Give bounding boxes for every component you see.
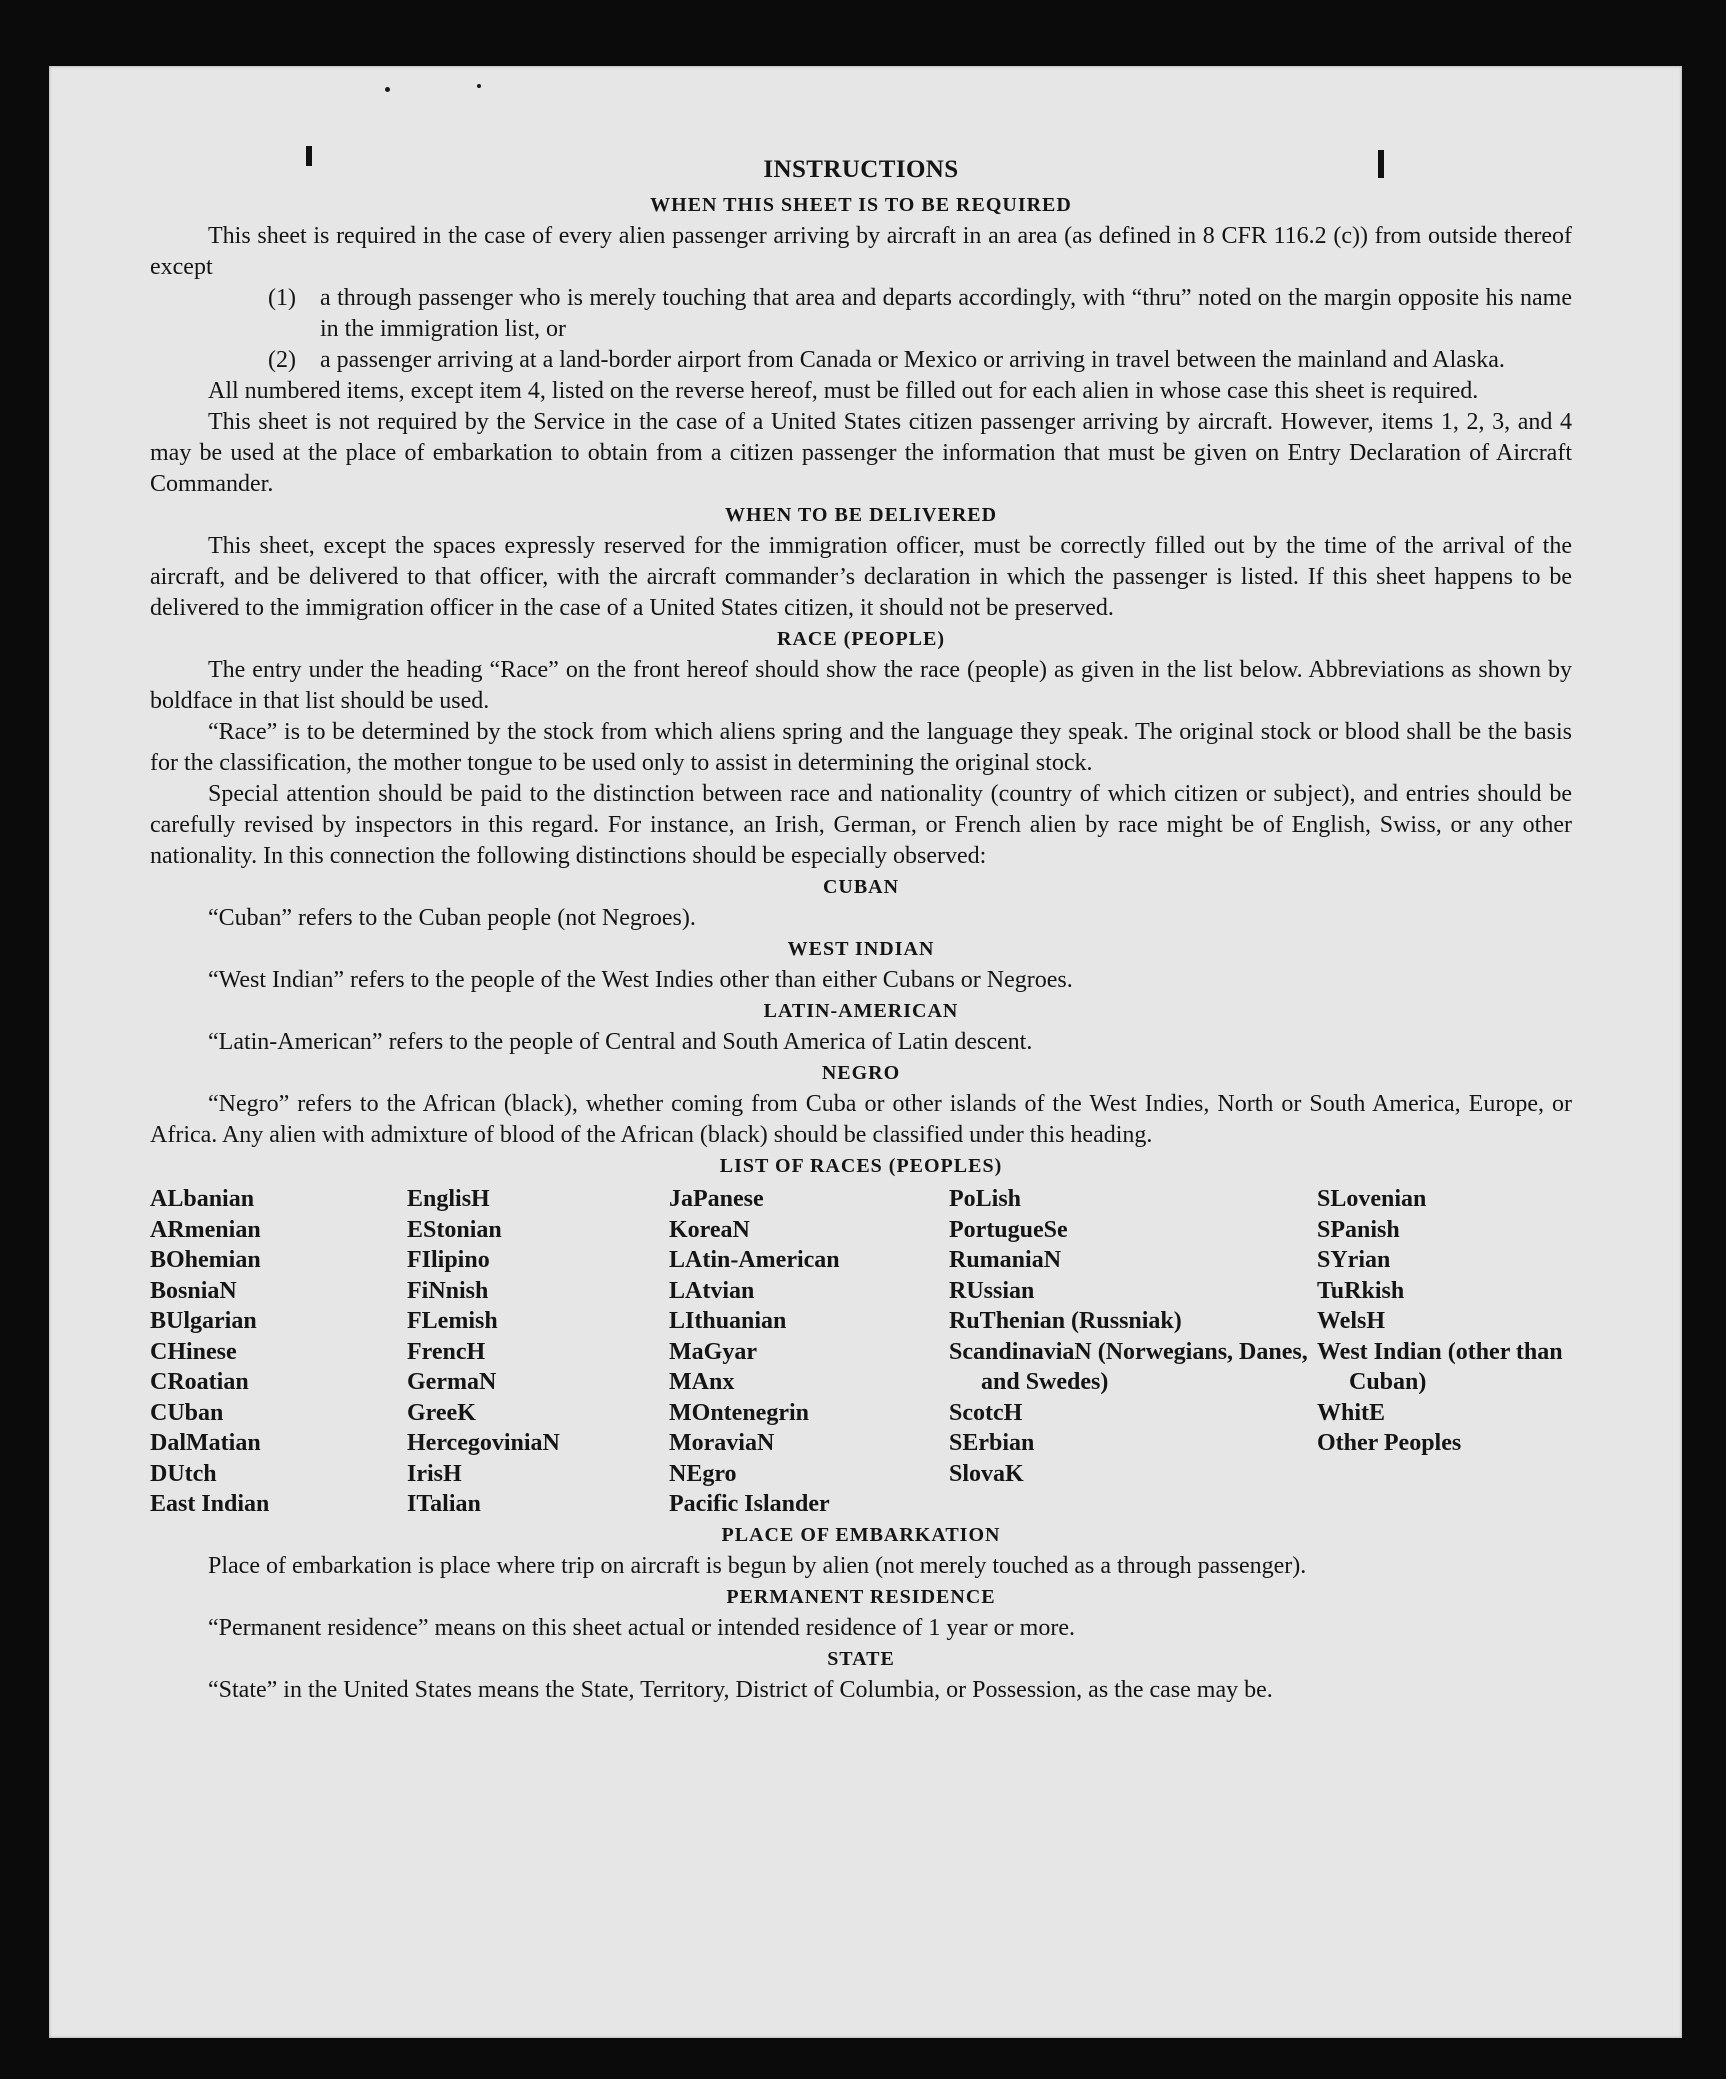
heading-race: RACE (PEOPLE) [777,628,945,650]
heading-when-delivered: WHEN TO BE DELIVERED [724,504,998,526]
races-column [669,1184,949,1520]
race-entry: IrisH [407,1460,462,1487]
race-entry: NEgro [669,1460,737,1487]
race-entry: CRoatian [150,1369,249,1395]
paragraph: “State” in the United States means the State, Territory, District of Columbia, or Possession, as the case may be. [208,1676,1273,1703]
race-entry: MoraviaN [669,1430,775,1456]
heading-list-of-races: LIST OF RACES (PEOPLES) [719,1155,1003,1177]
race-entry: BosniaN [150,1277,237,1304]
item-text: a passenger arriving at a land-border airport from Canada or Mexico or arriving in travel between the mainland and Alaska. [320,347,1505,373]
race-entry: DalMatian [150,1430,261,1456]
heading-place-of-embarkation: PLACE OF EMBARKATION [721,1523,1001,1546]
race-entry: FIlipino [407,1247,490,1273]
race-entry: SLovenian [1317,1186,1427,1212]
race-entry: FLemish [407,1308,498,1334]
races-column [407,1184,669,1520]
race-entry: DUtch [150,1460,217,1487]
instructions-content [150,150,1572,1706]
heading-permanent-residence: PERMANENT RESIDENCE [726,1585,996,1608]
heading-negro: NEGRO [821,1062,901,1084]
race-entry: ARmenian [150,1216,261,1243]
paragraph: “Negro” refers to the African (black), whether coming from Cuba or other islands of the West Indies, North or South America, Europe, or Africa. Any alien with admixture of blood of the African (black) should be classified under this heading. [150,1091,1572,1148]
paragraph: This sheet, except the spaces expressly reserved for the immigration officer, must be correctly filled out by the time of the arrival of the aircraft, and be delivered to that officer, with the aircraft commander’s declaration in which the passenger is listed. If this sheet happens to be delivered to the immigration officer in the case of a United States citizen, it should not be preserved. [150,533,1572,621]
heading-cuban: CUBAN [822,876,900,898]
list-item [268,345,1572,376]
race-entry: WelsH [1317,1308,1386,1334]
race-entry: FrencH [407,1338,486,1365]
race-entry: ALbanian [150,1186,255,1212]
race-entry: West Indian (other than Cuban) [1317,1338,1563,1395]
document-sheet [49,66,1682,2038]
paragraph: “Race” is to be determined by the stock from which aliens spring and the language they speak. The original stock or blood shall be the basis for the classification, the mother tongue to be used only to assist in determining the original stock. [150,719,1572,776]
races-column [949,1184,1317,1520]
race-entry: LIthuanian [669,1308,787,1334]
item-number: (1) [268,285,296,311]
race-entry: Pacific Islander [669,1491,830,1517]
race-entry: MAnx [669,1369,735,1395]
race-entry: FiNnish [407,1277,489,1304]
race-entry: BUlgarian [150,1308,257,1334]
paragraph: Special attention should be paid to the distinction between race and nationality (country of which citizen or subject), and entries should be carefully revised by inspectors in this regard. For instance, an Irish, German, or French alien by race might be of English, Swiss, or any other nationality. In this connection the following distinctions should be especially observed: [150,781,1572,869]
races-table [150,1184,1572,1520]
race-entry: HercegoviniaN [407,1430,560,1456]
race-entry: CUban [150,1399,224,1426]
list-item [268,283,1572,345]
race-entry: RuThenian (Russniak) [949,1308,1182,1334]
race-entry: EnglisH [407,1186,490,1212]
race-entry: RUssian [949,1277,1035,1304]
races-column [1317,1184,1572,1520]
race-entry: ScandinaviaN (Norwegians, Danes, and Swedes) [949,1338,1308,1395]
item-text: a through passenger who is merely touching that area and departs accordingly, with “thru” noted on the margin opposite his name in the immigration list, or [320,285,1572,342]
race-entry: SYrian [1317,1247,1391,1273]
race-entry: KoreaN [669,1216,750,1243]
speck [477,84,481,88]
item-number: (2) [268,347,296,373]
heading-state: STATE [827,1647,895,1670]
race-entry: JaPanese [669,1186,764,1212]
race-entry: PortugueSe [949,1216,1068,1243]
paragraph: “Latin-American” refers to the people of Central and South America of Latin descent. [208,1029,1033,1055]
race-entry: EStonian [407,1216,502,1243]
race-entry: BOhemian [150,1247,261,1273]
heading-west-indian: WEST INDIAN [787,938,935,960]
heading-when-required: WHEN THIS SHEET IS TO BE REQUIRED [650,194,1072,216]
paragraph: “Permanent residence” means on this sheet actual or intended residence of 1 year or more. [208,1614,1075,1641]
paragraph: This sheet is required in the case of every alien passenger arriving by aircraft in an area (as defined in 8 CFR 116.2 (c)) from outside thereof except [150,223,1572,280]
race-entry: PoLish [949,1186,1022,1212]
races-column [150,1184,407,1520]
race-entry: SErbian [949,1430,1035,1456]
speck [385,87,390,92]
heading-latin-american: LATIN-AMERICAN [763,1000,959,1022]
page-title: INSTRUCTIONS [763,156,959,183]
paragraph: “Cuban” refers to the Cuban people (not Negroes). [208,905,696,931]
race-entry: SlovaK [949,1460,1024,1487]
race-entry: GreeK [407,1399,476,1426]
race-entry: Other Peoples [1317,1430,1462,1456]
paragraph: All numbered items, except item 4, listed on the reverse hereof, must be filled out for each alien in whose case this sheet is required. [208,378,1479,404]
paragraph: This sheet is not required by the Service in the case of a United States citizen passenger arriving by aircraft. However, items 1, 2, 3, and 4 may be used at the place of embarkation to obtain from a citizen passenger the information that must be given on Entry Declaration of Aircraft Commander. [150,409,1572,497]
race-entry: TuRkish [1317,1277,1405,1304]
race-entry: SPanish [1317,1216,1400,1243]
race-entry: CHinese [150,1338,237,1365]
race-entry: LAtvian [669,1277,755,1304]
paragraph: “West Indian” refers to the people of the West Indies other than either Cubans or Negroes. [208,967,1073,993]
race-entry: ScotcH [949,1399,1023,1426]
race-entry: MaGyar [669,1338,757,1365]
race-entry: LAtin-American [669,1247,840,1273]
race-entry: ITalian [407,1491,481,1517]
paragraph: Place of embarkation is place where trip on aircraft is begun by alien (not merely touched as a through passenger). [208,1552,1307,1579]
race-entry: WhitE [1317,1399,1386,1426]
race-entry: RumaniaN [949,1247,1062,1273]
race-entry: GermaN [407,1369,497,1395]
paragraph: The entry under the heading “Race” on the front hereof should show the race (people) as given in the list below. Abbreviations as shown by boldface in that list should be used. [150,657,1572,714]
race-entry: MOntenegrin [669,1399,809,1426]
race-entry: East Indian [150,1491,270,1517]
